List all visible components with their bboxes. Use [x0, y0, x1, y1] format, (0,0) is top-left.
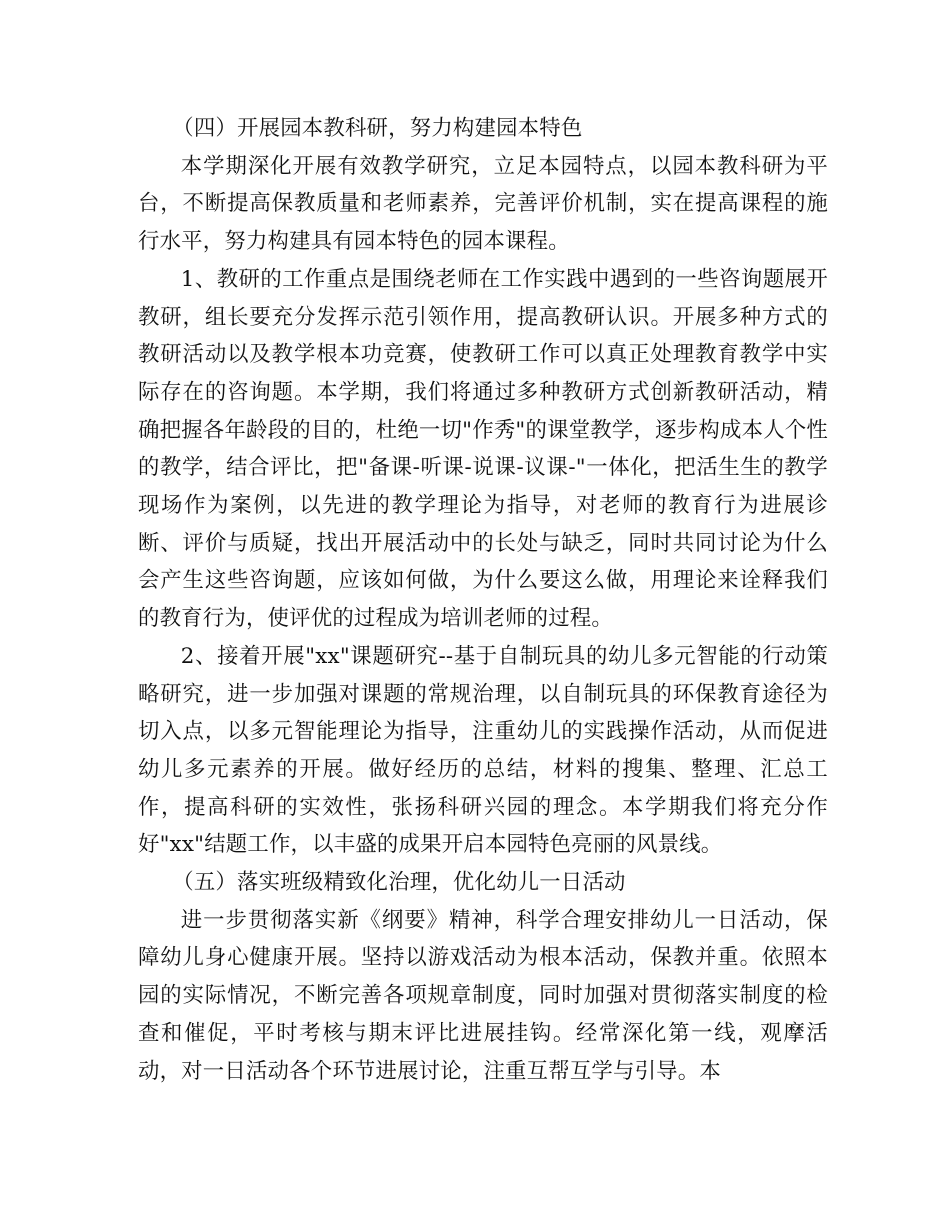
- paragraph-intro: 本学期深化开展有效教学研究，立足本园特点，以园本教科研为平台，不断提高保教质量和老师素养，完善评价机制，实在提高课程的施行水平，努力构建具有园本特色的园本课程。: [138, 153, 828, 255]
- paragraph-item-1: 1、教研的工作重点是围绕老师在工作实践中遇到的一些咨询题展开教研，组长要充分发挥示范引领作用，提高教研认识。开展多种方式的教研活动以及教学根本功竞赛，使教研工作可以真正处理教育教学中实际存在的咨询题。本学期，我们将通过多种教研方式创新教研活动，精确把握各年龄段的目的，杜绝一切"作秀"的课堂教学，逐步构成本人个性的教学，结合评比，把"备课-听课-说课-议课-"一体化，把活生生的教学现场作为案例，以先进的教学理论为指导，对老师的教育行为进展诊断、评价与质疑，找出开展活动中的长处与缺乏，同时共同讨论为什么会产生这些咨询题，应该如何做，为什么要这么做，用理论来诠释我们的教育行为，使评优的过程成为培训老师的过程。: [138, 266, 828, 632]
- paragraph-item-2: 2、接着开展"xx"课题研究--基于自制玩具的幼儿多元智能的行动策略研究，进一步加强对课题的常规治理，以自制玩具的环保教育途径为切入点，以多元智能理论为指导，注重幼儿的实践操作活动，从而促进幼儿多元素养的开展。做好经历的总结，材料的搜集、整理、汇总工作，提高科研的实效性，张扬科研兴园的理念。本学期我们将充分作好"xx"结题工作，以丰盛的成果开启本园特色亮丽的风景线。: [138, 643, 828, 858]
- section-heading-4: （四）开展园本教科研，努力构建园本特色: [172, 116, 583, 141]
- section-heading-5: （五）落实班级精致化治理，优化幼儿一日活动: [172, 870, 626, 896]
- document-page: [138, 110, 828, 1090]
- paragraph-section-5: 进一步贯彻落实新《纲要》精神，科学合理安排幼儿一日活动，保障幼儿身心健康开展。坚持以游戏活动为根本活动，保教并重。依照本园的实际情况，不断完善各项规章制度，同时加强对贯彻落实制度的检查和催促，平时考核与期末评比进展挂钩。经常深化第一线，观摩活动，对一日活动各个环节进展讨论，注重互帮互学与引导。本: [138, 907, 828, 1084]
